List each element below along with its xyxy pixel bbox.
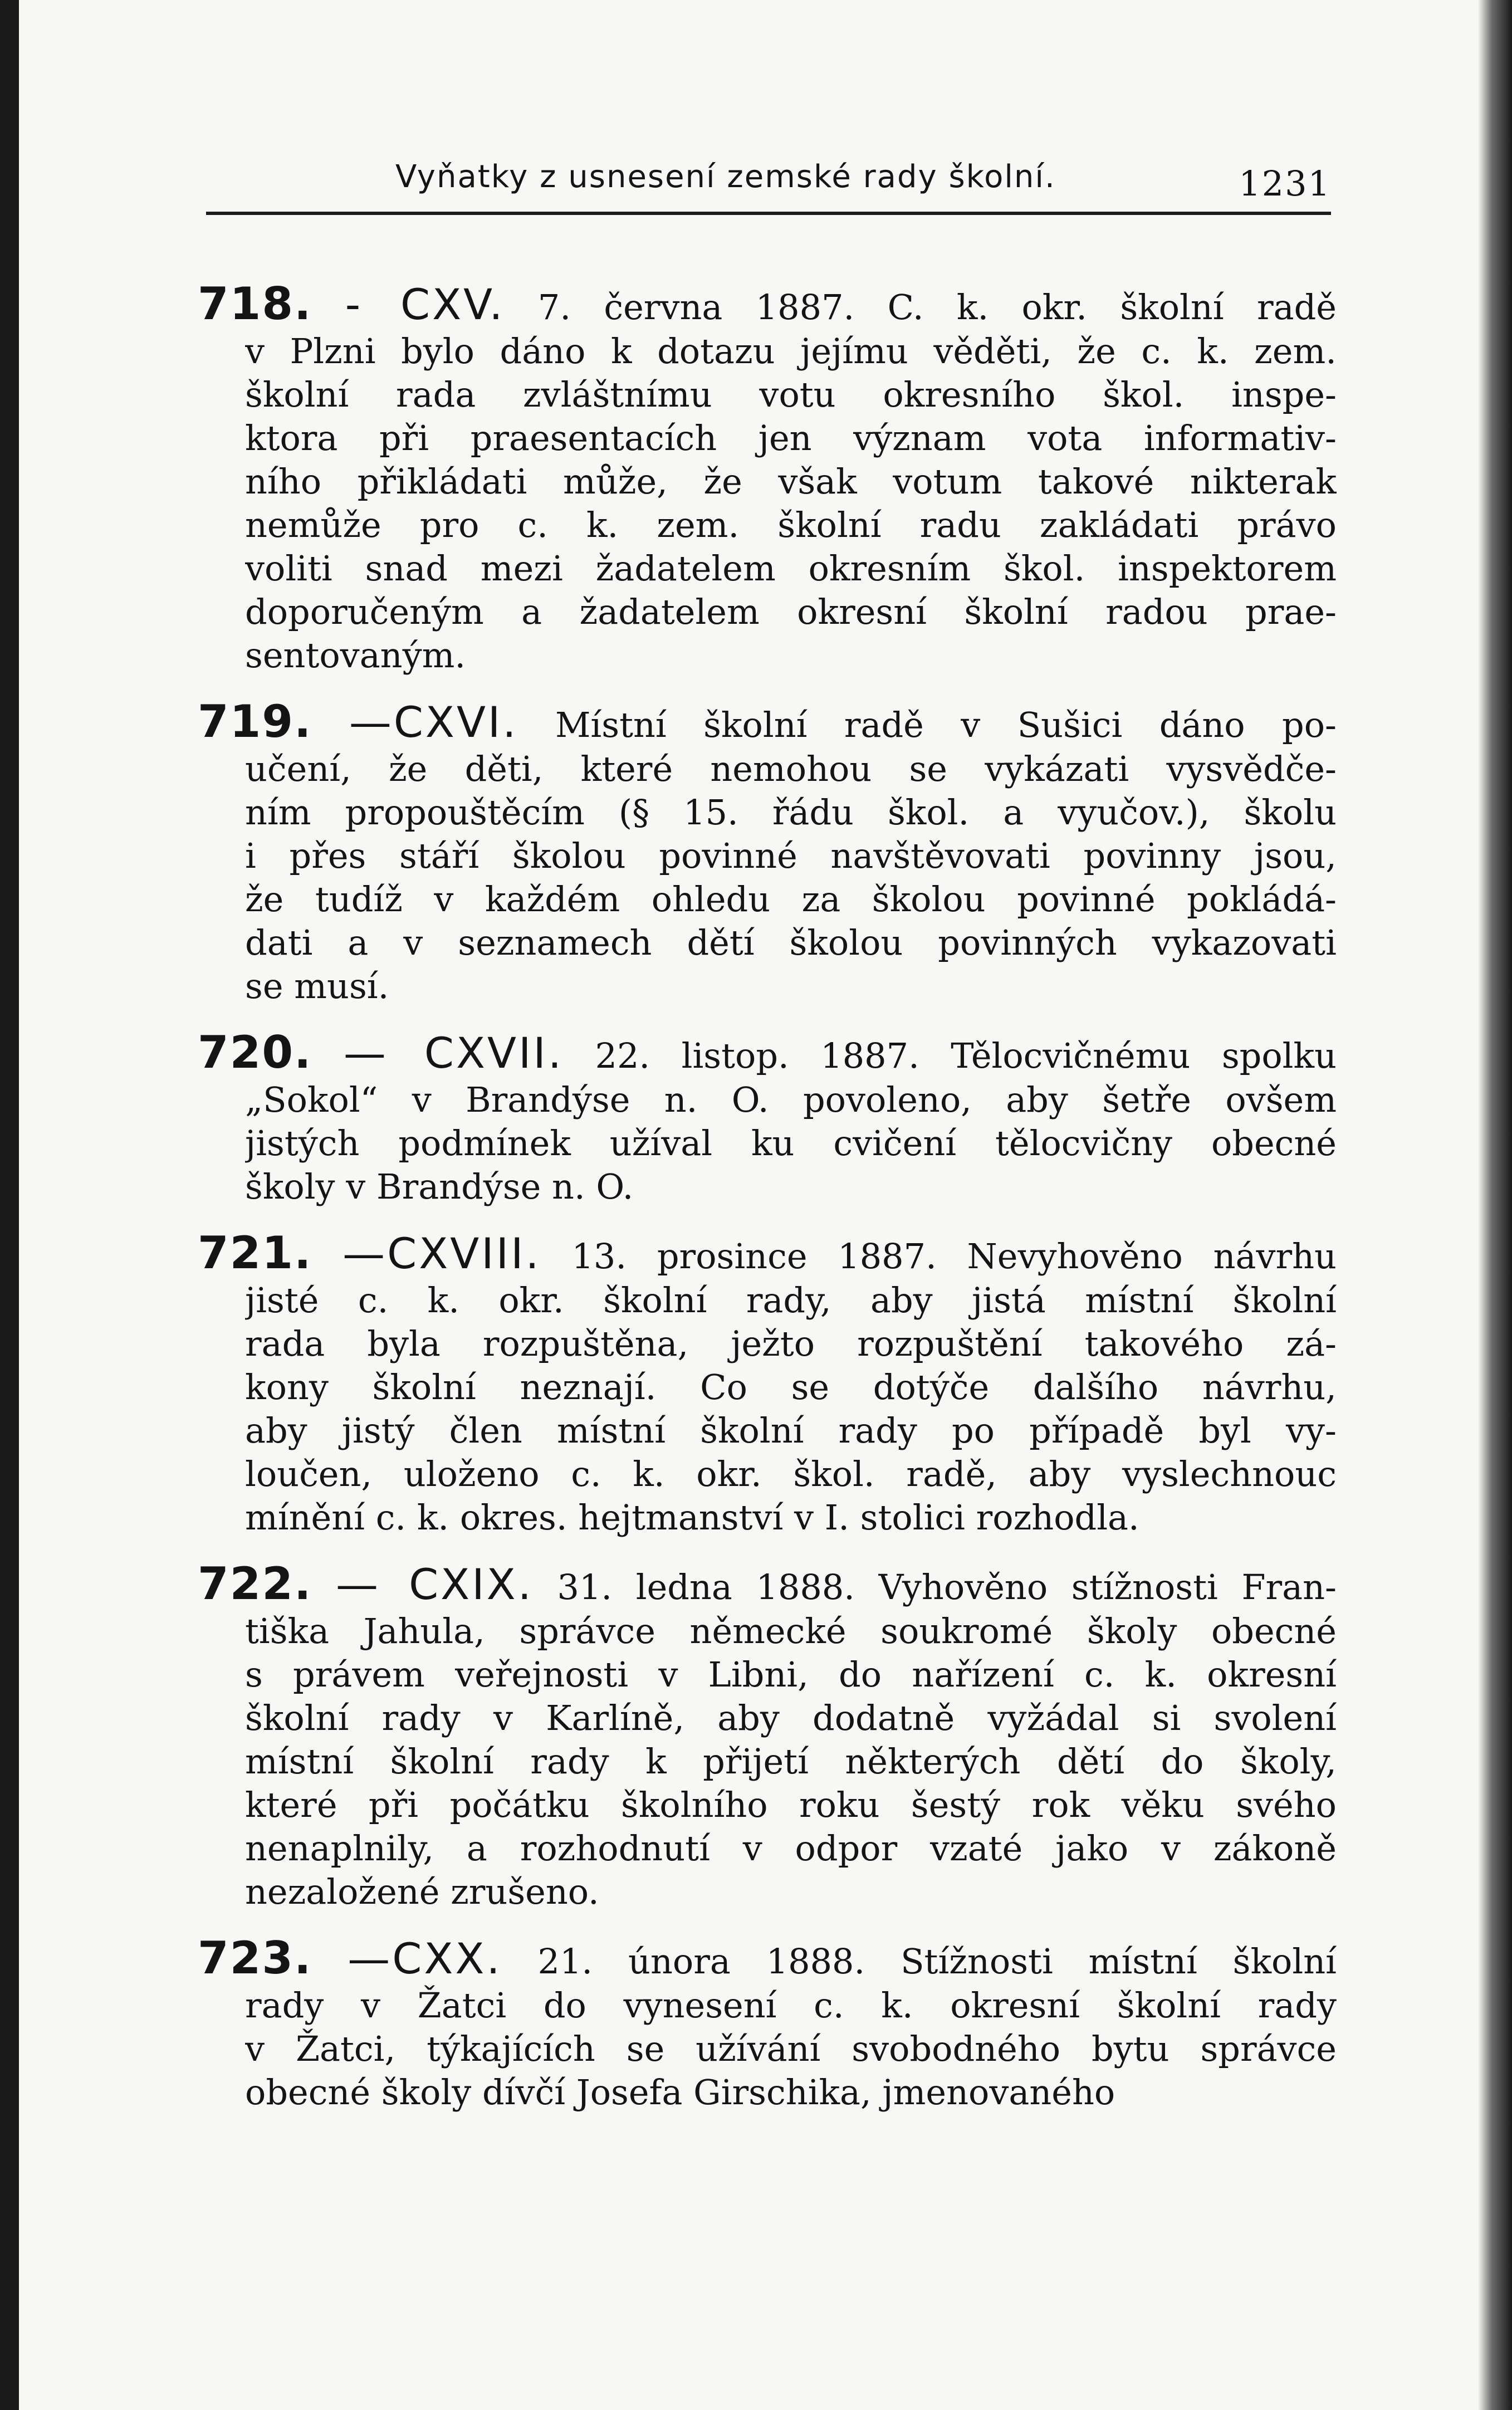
entry-text-line: nezaložené zrušeno. [245, 1871, 599, 1912]
entry-text-line: nemůže pro c. k. zem. školní radu zakládati právo [245, 505, 1337, 545]
entry-text-line: aby jistý člen místní školní rady po případě byl vy- [245, 1410, 1337, 1451]
entry-roman-numeral: —CXX. [348, 1934, 502, 1983]
entry-text-line: v Plzni bylo dáno k dotazu jejímu věděti, že c. k. zem. [245, 331, 1337, 371]
entry-text-line: mínění c. k. okres. hejtmanství v I. stolici rozhodla. [245, 1497, 1139, 1538]
entry-text-line: tiška Jahula, správce německé soukromé školy obecné [245, 1611, 1337, 1651]
running-header [390, 148, 1331, 209]
entry-first-line [198, 278, 1337, 330]
page-number: 1231 [1239, 163, 1331, 204]
entry-text-line: ním propouštěcím (§ 15. řádu škol. a vyučov.), školu [245, 792, 1337, 833]
entry-text-line: rada byla rozpuštěna, ježto rozpuštění takového zá- [245, 1323, 1337, 1364]
entry-text-line: nenaplnily, a rozhodnutí v odpor vzaté jako v zákoně [245, 1828, 1337, 1869]
entry-number: 719. [198, 696, 312, 747]
entry-number: 723. [198, 1933, 312, 1984]
entry-text-line: dati a v seznamech dětí školou povinných vykazovati [245, 922, 1337, 963]
entry-first-line-text: 22. listop. 1887. Tělocvičnému spolku [595, 1035, 1337, 1076]
entry [198, 278, 1337, 677]
entry-first-line [198, 1228, 1337, 1279]
entry-roman-numeral: - CXV. [345, 280, 505, 329]
entry-text-line: školy v Brandýse n. O. [245, 1166, 634, 1207]
entry-first-line-text: 31. ledna 1888. Vyhověno stížnosti Fran- [557, 1567, 1337, 1607]
header-rule [206, 212, 1331, 215]
entry-first-line-text: 7. června 1887. C. k. okr. školní radě [537, 287, 1337, 327]
entry-roman-numeral: — CXVII. [343, 1028, 564, 1078]
entry-first-line-text: 21. února 1888. Stížnosti místní školní [537, 1941, 1337, 1982]
entry-text-line: které při počátku školního roku šestý rok věku svého [245, 1785, 1337, 1825]
entry-text-line: kony školní neznají. Co se dotýče dalšího návrhu, [245, 1367, 1337, 1407]
entry-number: 720. [198, 1027, 312, 1078]
entry-text-line: školní rada zvláštnímu votu okresního škol. inspe- [245, 374, 1337, 415]
entry-text-line: ktora při praesentacích jen význam vota informativ- [245, 418, 1337, 458]
entry [198, 1027, 1337, 1209]
entries-column [198, 278, 1337, 2133]
entry-text-line: obecné školy dívčí Josefa Girschika, jmenovaného [245, 2072, 1115, 2113]
entry-text-line: v Žatci, týkajících se užívání svobodného bytu správce [245, 2028, 1337, 2069]
entry-text-line: sentovaným. [245, 635, 466, 676]
entry-text-line: školní rady v Karlíně, aby dodatně vyžádal si svolení [245, 1698, 1337, 1738]
entry-first-line [198, 1027, 1337, 1078]
entry-roman-numeral: — CXIX. [336, 1560, 534, 1609]
entry [198, 1558, 1337, 1914]
entry-text-line: se musí. [245, 966, 389, 1006]
entry-text-line: i přes stáří školou povinné navštěvovati povinny jsou, [245, 835, 1337, 876]
entry-first-line-text: Místní školní radě v Sušici dáno po- [555, 705, 1337, 745]
entry [198, 696, 1337, 1008]
entry-roman-numeral: —CXVI. [349, 697, 518, 747]
entry-text-line: jistých podmínek užíval ku cvičení tělocvičny obecné [245, 1123, 1337, 1164]
entry-text-line: doporučeným a žadatelem okresní školní radou prae- [245, 591, 1337, 632]
entry-text-line: učení, že děti, které nemohou se vykázati vysvědče- [245, 749, 1337, 789]
entry-first-line [198, 1933, 1337, 1984]
scan-right-edge [1479, 0, 1512, 2410]
entry-text-line: místní školní rady k přijetí některých dětí do školy, [245, 1741, 1337, 1782]
entry-text-line: že tudíž v každém ohledu za školou povinné pokládá- [245, 879, 1337, 920]
entry-text-line: rady v Žatci do vynesení c. k. okresní školní rady [245, 1985, 1337, 2026]
entry-number: 721. [198, 1228, 312, 1279]
entry [198, 1933, 1337, 2114]
entry-text-line: ního přikládati může, že však votum takové nikterak [245, 461, 1337, 502]
entry-first-line [198, 1558, 1337, 1610]
entry-text-line: jisté c. k. okr. školní rady, aby jistá místní školní [245, 1280, 1337, 1321]
entry-first-line [198, 696, 1337, 747]
entry-text-line: voliti snad mezi žadatelem okresním škol. inspektorem [245, 548, 1337, 589]
entry-text-line: s právem veřejnosti v Libni, do nařízení c. k. okresní [245, 1654, 1337, 1695]
entry [198, 1228, 1337, 1539]
entry-text-line: „Sokol“ v Brandýse n. O. povoleno, aby šetře ovšem [245, 1079, 1337, 1120]
entry-first-line-text: 13. prosince 1887. Nevyhověno návrhu [571, 1236, 1337, 1277]
header-title: Vyňatky z usnesení zemské rady školní. [395, 159, 1056, 195]
entry-roman-numeral: —CXVIII. [342, 1229, 541, 1278]
entry-number: 718. [198, 278, 312, 330]
entry-text-line: loučen, uloženo c. k. okr. škol. radě, aby vyslechnouc [245, 1454, 1337, 1494]
scan-left-edge [0, 0, 19, 2410]
entry-number: 722. [198, 1558, 312, 1610]
